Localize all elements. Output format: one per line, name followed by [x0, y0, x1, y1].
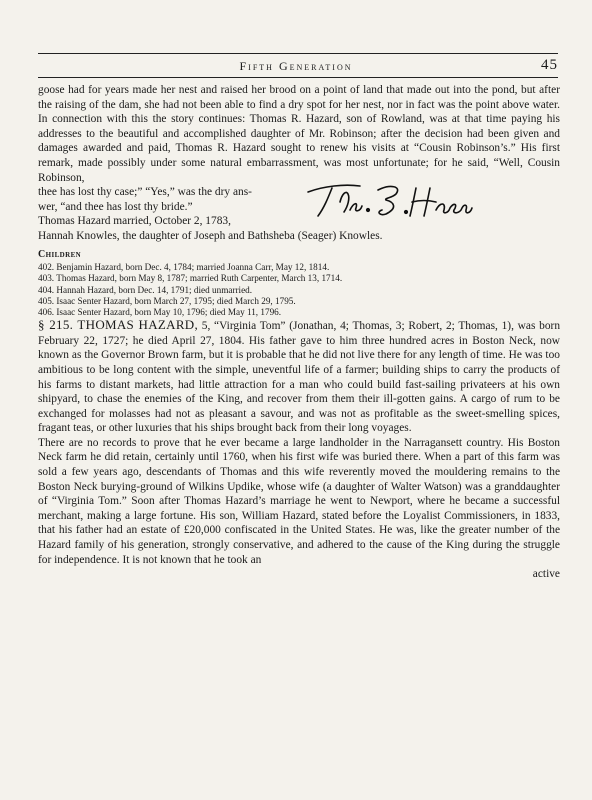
child-entry: 404. Hannah Hazard, born Dec. 14, 1791; died unmarried.: [38, 284, 253, 295]
running-head: Fifth Generation: [239, 59, 353, 73]
header-rule-top: [38, 53, 558, 54]
children-heading: Children: [38, 248, 82, 260]
sig-line-1: thee has lost thy case;” “Yes,” was the dry ans-: [38, 186, 252, 199]
child-entry: 402. Benjamin Hazard, born Dec. 4, 1784; married Joanna Carr, May 12, 1814.: [38, 262, 330, 273]
child-entry: 405. Isaac Senter Hazard, born March 27, 1795; died March 29, 1795.: [38, 295, 296, 306]
section-heading: § 215. THOMAS HAZARD,: [38, 317, 199, 333]
marriage-line-1: Thomas Hazard married, October 2, 1783,: [38, 215, 231, 228]
section-text-2: There are no records to prove that he ever became a large landholder in the Narragansett country. His Boston Neck farm he did retain, certainly until 1760, when his first wife was buried there. When a part of this farm was sold a few years ago, descendants of Thomas and this wife reverently moved the mouldering remains to the Boston Neck burying-ground of Wilkins Updike, whose wife (a daughter of Walter Watson) was a granddaughter of “Virginia Tom.” Soon after Thomas Hazard’s marriage he went to Newport, where he became a successful merchant, making a large fortune. His son, William Hazard, stated before the Loyalist Commissioners, in 1833, that his father had an estate of £20,000 confiscated in the United States. He was, like the greater number of the Hazard family of his generation, strongly conservative, and adhered to the cause of the King during the struggle for independence. It is not known that he took an: [38, 436, 560, 566]
sig-line-2: wer, “and thee has lost thy bride.”: [38, 200, 193, 213]
page-body: [38, 83, 560, 582]
child-entry: 406. Isaac Senter Hazard, born May 10, 1796; died May 11, 1796.: [38, 306, 282, 317]
page-number: 45: [541, 57, 558, 73]
handwritten-signature: [304, 180, 476, 220]
header-rule-bottom: [38, 77, 558, 78]
signature-block: [38, 185, 560, 214]
child-entry: 403. Thomas Hazard, born May 8, 1787; married Ruth Carpenter, March 13, 1714.: [38, 273, 343, 284]
marriage-line-2: Hannah Knowles, the daughter of Joseph and Bathsheba (Seager) Knowles.: [38, 229, 383, 242]
section-215: [38, 318, 560, 436]
intro-paragraph: goose had for years made her nest and raised her brood on a point of land that made out into the pond, but after the raising of the dam, she had not been able to find a dry spot for her nest, nor in fact was the point above water. In connection with this the story continues: Thomas R. Hazard, son of Rowland, was at that time paying his addresses to the beautiful and accomplished daughter of Mr. Robinson; after the decision had been given and damages awarded and paid, Thomas R. Hazard sought to renew his visits at “Cousin Robinson’s.” His first remark, made possibly under some natural embarrassment, was most unfortunate; for he said, “Well, Cousin Robinson,: [38, 84, 560, 184]
section-text-1: 5, “Virginia Tom” (Jonathan, 4; Thomas, 3; Robert, 2; Thomas, 1), was born February 22, 1727; he died April 27, 1804. His father gave to him three hundred acres in Boston Neck, now known as the Governor Brown farm, but it is probable that he did not live there for any length of time. He was too ambitious to be long content with the simple, uneventful life of a farmer; building ships to carry the products of his farms to distant markets, had little attraction for a man who could build fast-sailing privateers at his own shipyard, to chase the enemies of the King, and recover from them their ill-gotten gains. A cargo of rum to be exchanged for molasses had not as pleasant a savour, and was not as profitable as the sweet-smelling spices, fragant teas, or other luxuries that his ships brought back from their long voyages.: [38, 320, 561, 435]
catchword: active: [532, 568, 560, 581]
